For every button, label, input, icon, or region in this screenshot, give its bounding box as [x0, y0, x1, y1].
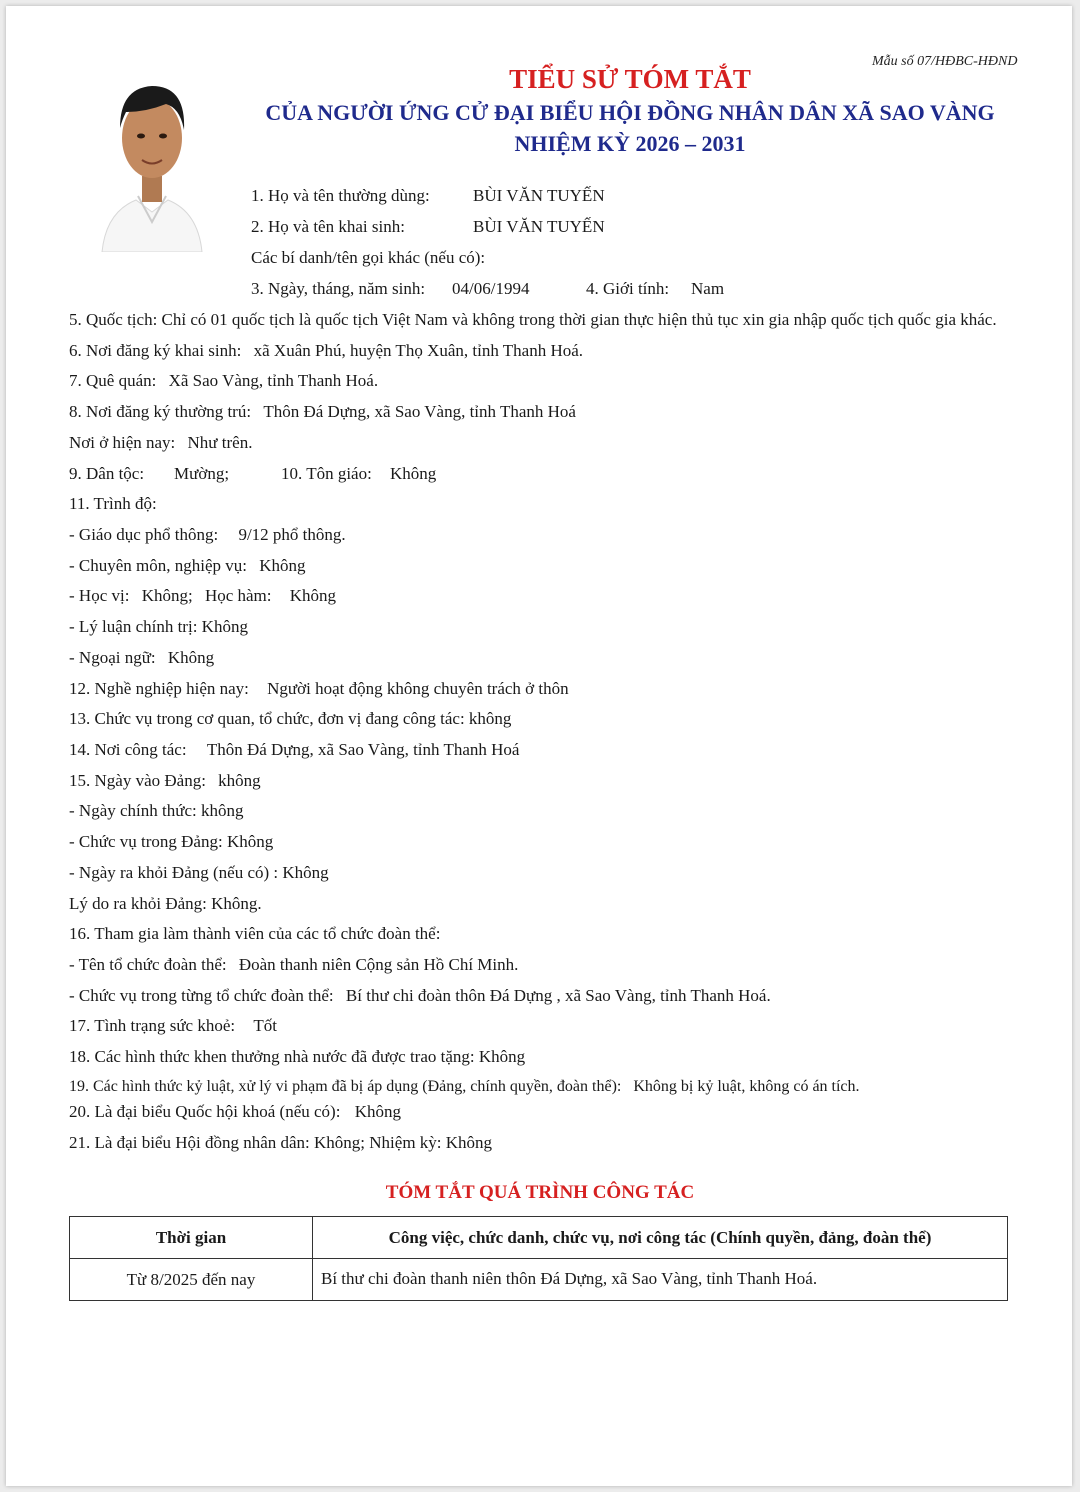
field-current-residence: Nơi ở hiện nay: Như trên. — [69, 433, 253, 452]
table-header-time: Thời gian — [70, 1217, 313, 1259]
field-21: 21. Là đại biểu Hội đồng nhân dân: Không; Nhiệm kỳ: Không — [69, 1133, 493, 1152]
table-row — [70, 1259, 1008, 1301]
field-9-10: 9. Dân tộc: Mường; 10. Tôn giáo: Không — [69, 464, 437, 483]
table-header-position: Công việc, chức danh, chức vụ, nơi công tác (Chính quyền, đảng, đoàn thể) — [313, 1217, 1008, 1259]
field-8: 8. Nơi đăng ký thường trú: Thôn Đá Dựng, xã Sao Vàng, tỉnh Thanh Hoá — [69, 402, 576, 421]
document-title: TIỂU SỬ TÓM TẮT — [509, 64, 751, 94]
field-degree: - Học vị: Không; Học hàm: Không — [69, 586, 337, 605]
field-politics: - Lý luận chính trị: Không — [69, 617, 248, 636]
field-16: 16. Tham gia làm thành viên của các tổ chức đoàn thể: — [69, 924, 441, 943]
field-13: 13. Chức vụ trong cơ quan, tổ chức, đơn vị đang công tác: không — [69, 709, 512, 728]
field-6: 6. Nơi đăng ký khai sinh: xã Xuân Phú, huyện Thọ Xuân, tỉnh Thanh Hoá. — [69, 341, 584, 360]
field-major: - Chuyên môn, nghiệp vụ: Không — [69, 556, 306, 575]
form-number: Mẫu số 07/HĐBC-HĐND — [872, 54, 1018, 69]
field-1: 1. Họ và tên thường dùng: BÙI VĂN TUYẾN — [251, 186, 605, 205]
field-leave-reason: Lý do ra khỏi Đảng: Không. — [69, 894, 262, 913]
field-17: 17. Tình trạng sức khoẻ: Tốt — [69, 1016, 277, 1035]
field-18: 18. Các hình thức khen thưởng nhà nước đã được trao tặng: Không — [69, 1047, 526, 1066]
work-history-title: TÓM TẮT QUÁ TRÌNH CÔNG TÁC — [385, 1182, 695, 1203]
table-cell-time: Từ 8/2025 đến nay — [70, 1259, 313, 1301]
work-history-table — [69, 1216, 1008, 1301]
field-5: 5. Quốc tịch: Chỉ có 01 quốc tịch là quốc tịch Việt Nam và không trong thời gian thực hiện thủ tục xin gia nhập quốc tịch quốc gia khác. — [69, 310, 997, 329]
field-12: 12. Nghề nghiệp hiện nay: Người hoạt động không chuyên trách ở thôn — [69, 679, 569, 698]
field-alias: Các bí danh/tên gọi khác (nếu có): — [251, 248, 486, 267]
field-11: 11. Trình độ: — [69, 494, 157, 513]
field-2: 2. Họ và tên khai sinh: BÙI VĂN TUYẾN — [251, 217, 605, 236]
field-party-position: - Chức vụ trong Đảng: Không — [69, 832, 274, 851]
field-organization: - Tên tổ chức đoàn thể: Đoàn thanh niên Cộng sản Hồ Chí Minh. — [69, 955, 519, 974]
document-subtitle: CỦA NGƯỜI ỨNG CỬ ĐẠI BIỂU HỘI ĐỒNG NHÂN DÂN XÃ SAO VÀNG — [265, 100, 995, 125]
table-header-row — [70, 1217, 1008, 1259]
field-3-4: 3. Ngày, tháng, năm sinh: 04/06/1994 4. Giới tính: Nam — [251, 279, 725, 298]
field-party-leave: - Ngày ra khỏi Đảng (nếu có) : Không — [69, 863, 329, 882]
candidate-photo — [96, 72, 208, 252]
field-15: 15. Ngày vào Đảng: không — [69, 771, 261, 790]
field-official-date: - Ngày chính thức: không — [69, 801, 244, 820]
table-cell-position: Bí thư chi đoàn thanh niên thôn Đá Dựng, xã Sao Vàng, tỉnh Thanh Hoá. — [313, 1259, 1008, 1301]
field-14: 14. Nơi công tác: Thôn Đá Dựng, xã Sao Vàng, tỉnh Thanh Hoá — [69, 740, 520, 759]
field-education: - Giáo dục phổ thông: 9/12 phổ thông. — [69, 525, 346, 544]
field-20: 20. Là đại biểu Quốc hội khoá (nếu có): Không — [69, 1102, 401, 1121]
field-19: 19. Các hình thức kỷ luật, xử lý vi phạm đã bị áp dụng (Đảng, chính quyền, đoàn thể): Không bị kỷ luật, không có án tích. — [69, 1078, 860, 1095]
field-language: - Ngoại ngữ: Không — [69, 648, 215, 667]
field-organization-position: - Chức vụ trong từng tổ chức đoàn thể: Bí thư chi đoàn thôn Đá Dựng , xã Sao Vàng, tỉnh Thanh Hoá. — [69, 986, 771, 1005]
field-7: 7. Quê quán: Xã Sao Vàng, tỉnh Thanh Hoá. — [69, 371, 379, 390]
document-term: NHIỆM KỲ 2026 – 2031 — [514, 131, 746, 156]
